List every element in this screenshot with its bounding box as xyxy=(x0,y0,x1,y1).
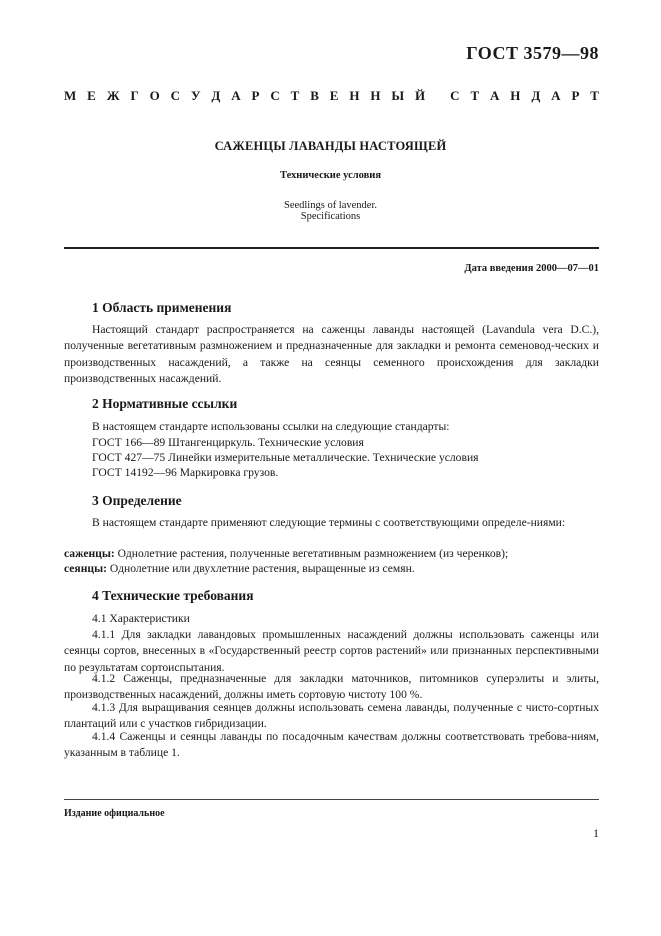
heading-letter: У xyxy=(190,88,201,103)
heading-letter: А xyxy=(231,88,241,103)
heading-letter: О xyxy=(149,88,160,103)
clause-4-1: 4.1 Характеристики xyxy=(92,612,190,625)
definition-saplings xyxy=(64,546,599,562)
heading-letter: М xyxy=(64,88,77,103)
definition-text: Однолетние или двухлетние растения, выращенные из семян. xyxy=(109,562,415,575)
term-seedlings: сеянцы: xyxy=(64,562,107,575)
introduction-date: Дата введения 2000—07—01 xyxy=(464,263,599,274)
heading-gap xyxy=(436,88,439,104)
section-4-heading: 4 Технические требования xyxy=(92,588,254,603)
clause-4-1-3: 4.1.3 Для выращивания сеянцев должны использовать семена лаванды, полученные с чисто-сортных плантаций или с участков гибридизации. xyxy=(64,701,599,731)
heading-letter: Й xyxy=(415,88,426,103)
english-title-line-2: Specifications xyxy=(300,211,361,222)
heading-letter: Г xyxy=(130,88,139,103)
footer-divider xyxy=(64,799,599,800)
document-subtitle: Технические условия xyxy=(279,170,382,181)
title-divider xyxy=(64,247,599,249)
english-title-line-1: Seedlings of lavender. xyxy=(283,200,378,211)
heading-letter: Р xyxy=(571,88,580,103)
heading-letter: Д xyxy=(211,88,221,103)
heading-letter: Д xyxy=(531,88,541,103)
term-saplings: саженцы: xyxy=(64,547,115,560)
section-3-intro: В настоящем стандарте применяют следующие термины с соответствующими определе-ниями: xyxy=(92,516,566,529)
clause-4-1-4: 4.1.4 Саженцы и сеянцы лаванды по посадочным качествам должны соответствовать требова-ниям, указанным в таблице 1. xyxy=(64,730,599,760)
page-number: 1 xyxy=(593,826,599,840)
section-3-heading: 3 Определение xyxy=(92,493,182,508)
section-1-heading: 1 Область применения xyxy=(92,300,232,315)
interstate-standard-heading xyxy=(64,88,599,104)
heading-letter: Т xyxy=(290,88,300,103)
heading-letter: Т xyxy=(590,88,599,103)
heading-letter: Ж xyxy=(106,88,120,103)
section-2-intro: В настоящем стандарте использованы ссылки на следующие стандарты: xyxy=(92,420,450,433)
heading-letter: Н xyxy=(370,88,381,103)
heading-letter: Р xyxy=(251,88,260,103)
clause-4-1-2: 4.1.2 Саженцы, предназначенные для закладки маточников, питомников суперэлиты и элиты, производственных насаждений, должны иметь сортовую чистоту 100 %. xyxy=(64,672,599,702)
section-1-text: Настоящий стандарт распространяется на саженцы лаванды настоящей (Lavandula vera D.C.), полученные вегетативным размножением и предназначенные для закладки и ремонта семеновод-ческих и производственных насаждений, а также на сеянцы семенного происхождения для закладки производственных насаждений. xyxy=(64,323,599,386)
official-edition-label: Издание официальное xyxy=(64,808,165,819)
heading-letter: Н xyxy=(510,88,521,103)
heading-letter: Е xyxy=(87,88,96,103)
definition-text: Однолетние растения, полученные вегетативным размножением (из черенков); xyxy=(117,547,509,560)
document-title: САЖЕНЦЫ ЛАВАНДЫ НАСТОЯЩЕЙ xyxy=(214,139,447,153)
heading-letter: А xyxy=(551,88,561,103)
section-2-heading: 2 Нормативные ссылки xyxy=(92,396,238,411)
clause-4-1-1: 4.1.1 Для закладки лавандовых промышленных насаждений должны использовать саженцы или сеянцы сортов, внесенных в «Государственный реестр сортов растений» или признанных перспективными по результатам сортоиспытания. xyxy=(64,628,599,674)
heading-letter: С xyxy=(270,88,280,103)
heading-letter: С xyxy=(450,88,460,103)
reference-item: ГОСТ 14192—96 Маркировка грузов. xyxy=(92,466,279,479)
heading-letter: С xyxy=(170,88,181,103)
heading-letter: Т xyxy=(470,88,480,103)
gost-number: ГОСТ 3579—98 xyxy=(466,43,599,63)
reference-item: ГОСТ 166—89 Штангенциркуль. Технические условия xyxy=(92,436,364,449)
heading-letter: В xyxy=(310,88,319,103)
heading-letter: Ы xyxy=(391,88,405,103)
definition-seedlings xyxy=(64,561,599,577)
heading-letter: А xyxy=(490,88,500,103)
heading-letter: Е xyxy=(329,88,339,103)
reference-item: ГОСТ 427—75 Линейки измерительные металлические. Технические условия xyxy=(92,451,479,464)
heading-letter: Н xyxy=(349,88,360,103)
